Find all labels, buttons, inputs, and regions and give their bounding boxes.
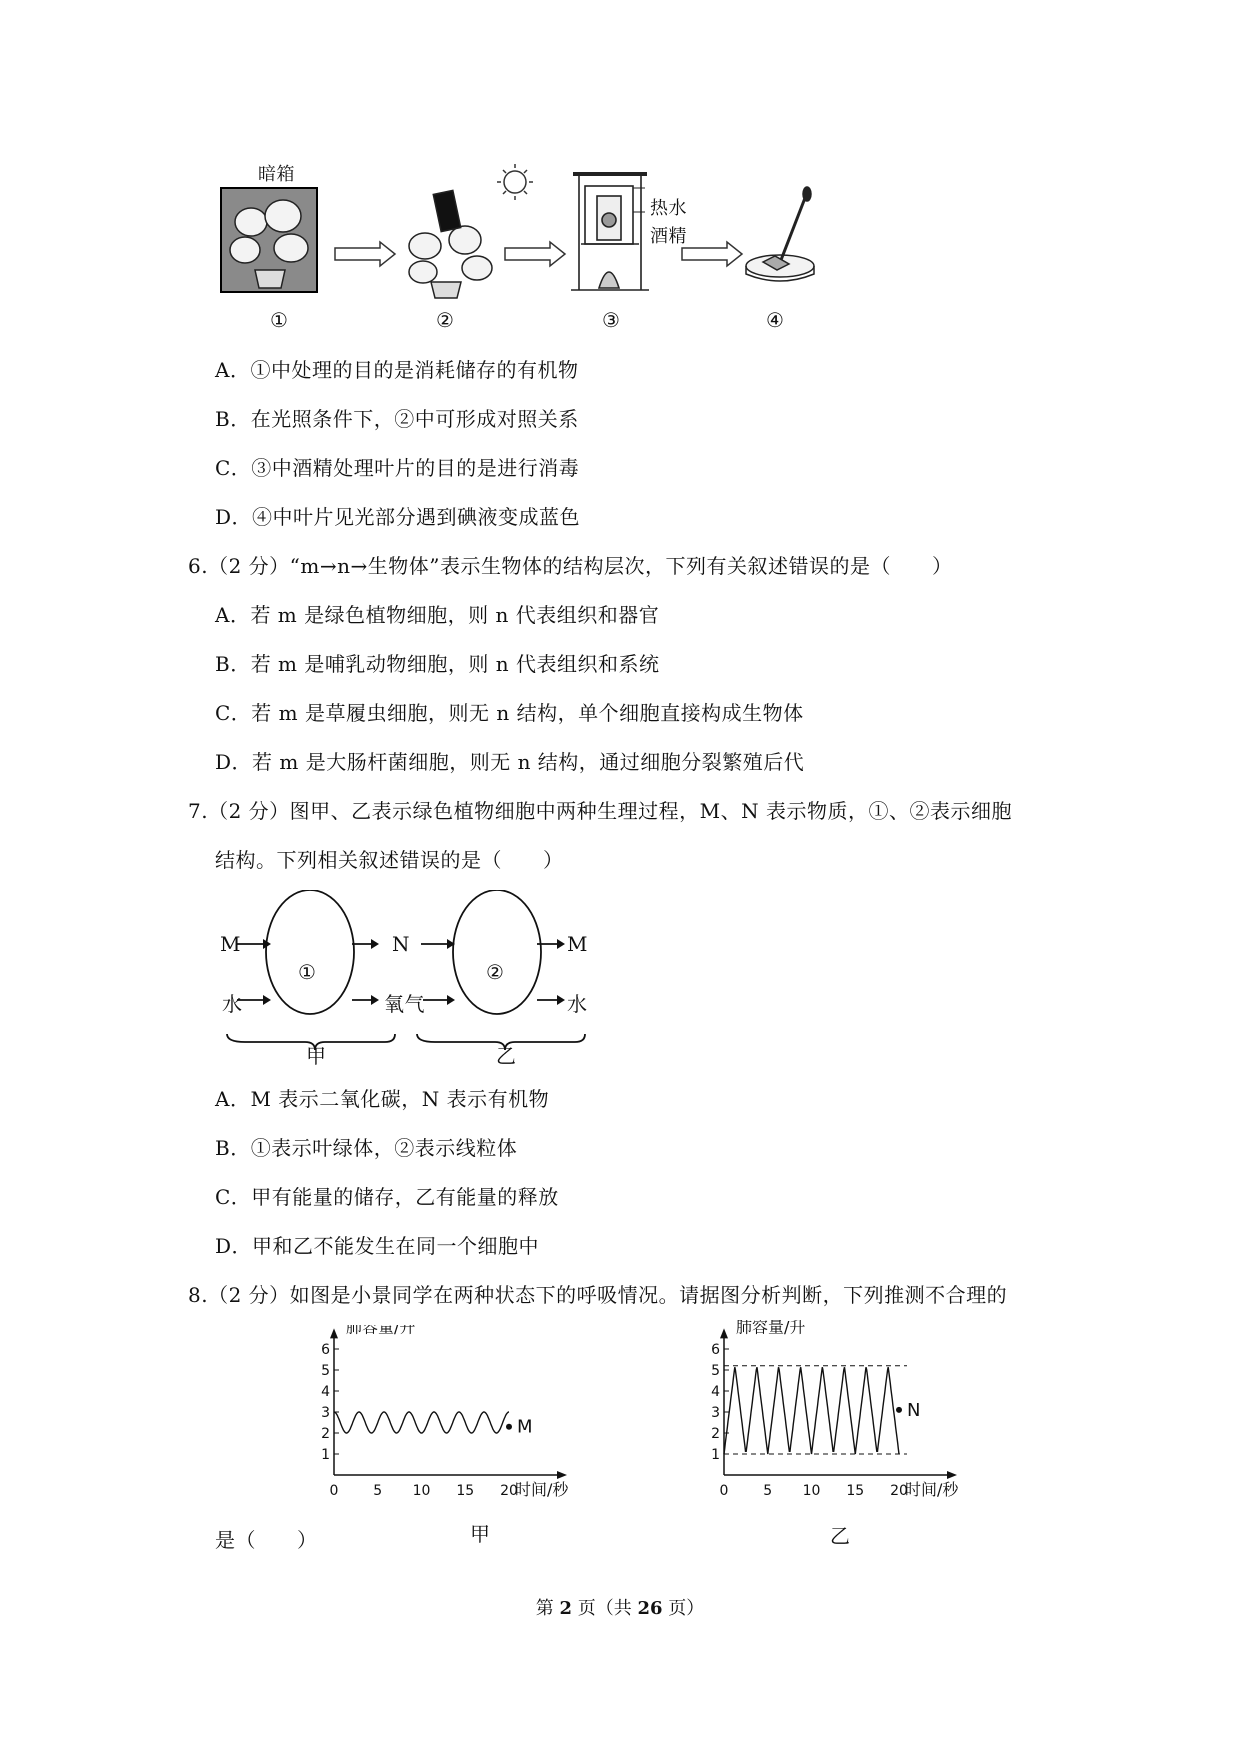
q6-option-c: C．若 m 是草履虫细胞，则无 n 结构，单个细胞直接构成生物体	[215, 701, 804, 725]
diagram-label-1: ①	[298, 960, 317, 984]
q7-stem-line2: 结构。下列相关叙述错误的是（ ）	[215, 848, 564, 872]
y-tick-label: 6	[711, 1342, 720, 1358]
y-tick-label: 3	[321, 1405, 330, 1421]
x-tick-label: 20	[890, 1483, 908, 1499]
q6-option-a: A．若 m 是绿色植物细胞，则 n 代表组织和器官	[215, 603, 660, 627]
step-label-1: ①	[270, 308, 289, 332]
y-tick-label: 4	[711, 1384, 720, 1400]
x-tick-label: 0	[719, 1483, 729, 1499]
diagram-caption-jia: 甲	[306, 1044, 327, 1068]
chart-yi	[710, 1320, 1030, 1505]
x-tick-label: 0	[329, 1483, 339, 1499]
y-axis-arrow	[720, 1328, 728, 1338]
q5-option-b: B．在光照条件下，②中可形成对照关系	[215, 407, 579, 431]
footer-suffix: 页）	[662, 1598, 705, 1619]
q6-option-b: B．若 m 是哺乳动物细胞，则 n 代表组织和系统	[215, 652, 660, 676]
step-label-3: ③	[602, 308, 621, 332]
dark-box-label: 暗箱	[258, 164, 295, 185]
series-point-label: N	[907, 1399, 921, 1421]
x-axis-label: 时间/秒	[515, 1480, 569, 1499]
mitochondrion-ellipse	[453, 890, 541, 1014]
chart-yi-caption: 乙	[830, 1524, 851, 1548]
x-tick-label: 20	[500, 1483, 518, 1499]
x-tick-label: 15	[456, 1483, 475, 1499]
q5-option-a: A．①中处理的目的是消耗储存的有机物	[215, 358, 579, 382]
x-tick-label: 5	[763, 1483, 773, 1499]
diagram-caption-yi: 乙	[496, 1044, 517, 1068]
x-tick-label: 15	[846, 1483, 865, 1499]
y-tick-label: 1	[711, 1447, 720, 1463]
alcohol-label: 酒精	[650, 226, 687, 247]
series-point-label: M	[517, 1416, 533, 1438]
q7-option-c: C．甲有能量的储存，乙有能量的释放	[215, 1185, 559, 1209]
step-label-4: ④	[766, 308, 785, 332]
water-bath-apparatus-icon	[571, 174, 649, 290]
breathing-curve	[724, 1367, 899, 1454]
y-axis-arrow	[330, 1328, 338, 1338]
footer-page-number: 2	[559, 1598, 572, 1619]
step-label-2: ②	[436, 308, 455, 332]
y-tick-label: 1	[321, 1447, 330, 1463]
q5-option-c: C．③中酒精处理叶片的目的是进行消毒	[215, 456, 580, 480]
breathing-curve	[334, 1412, 509, 1433]
chloroplast-ellipse	[266, 890, 354, 1014]
petri-dish-dropper-icon	[746, 187, 814, 281]
page-footer	[0, 1594, 1240, 1620]
series-point	[896, 1407, 902, 1413]
x-axis-label: 时间/秒	[905, 1480, 959, 1499]
x-axis-arrow	[557, 1471, 567, 1479]
q6-option-d: D．若 m 是大肠杆菌细胞，则无 n 结构，通过细胞分裂繁殖后代	[215, 750, 805, 774]
y-tick-label: 3	[711, 1405, 720, 1421]
sun-icon	[497, 164, 533, 200]
y-tick-label: 5	[711, 1363, 720, 1379]
chart-jia-caption: 甲	[470, 1522, 491, 1546]
y-tick-label: 2	[321, 1426, 330, 1442]
y-tick-label: 6	[321, 1342, 330, 1358]
footer-middle: 页（共	[572, 1598, 638, 1619]
hot-water-label: 热水	[650, 198, 687, 219]
q7-option-b: B．①表示叶绿体，②表示线粒体	[215, 1136, 518, 1160]
x-tick-label: 10	[802, 1483, 821, 1499]
diagram-label-2: ②	[486, 960, 505, 984]
diagram-label-n: N	[392, 932, 410, 956]
experiment-figure	[215, 160, 815, 340]
y-tick-label: 4	[321, 1384, 330, 1400]
footer-total-pages: 26	[637, 1598, 663, 1619]
diagram-label-water-in: 水	[222, 992, 243, 1016]
y-axis-label: 肺容量/升	[736, 1320, 806, 1337]
q6-stem: 6.（2 分）“m→n→生物体”表示生物体的结构层次，下列有关叙述错误的是（ ）	[188, 554, 953, 578]
q7-stem-line1: 7.（2 分）图甲、乙表示绿色植物细胞中两种生理过程，M、N 表示物质，①、②表示细胞	[188, 799, 1012, 823]
y-tick-label: 5	[321, 1363, 330, 1379]
covered-leaf-plant-icon	[409, 190, 492, 298]
x-axis-arrow	[947, 1471, 957, 1479]
chart-jia	[320, 1325, 640, 1505]
footer-prefix: 第	[535, 1598, 560, 1619]
diagram-label-m-out: M	[567, 932, 588, 956]
x-tick-label: 10	[412, 1483, 431, 1499]
diagram-label-oxygen: 氧气	[384, 992, 425, 1016]
q7-option-a: A．M 表示二氧化碳，N 表示有机物	[215, 1087, 550, 1111]
y-axis-label: 肺容量/升	[346, 1325, 416, 1337]
q5-option-d: D．④中叶片见光部分遇到碘液变成蓝色	[215, 505, 581, 529]
q8-stem: 8.（2 分）如图是小景同学在两种状态下的呼吸情况。请据图分析判断，下列推测不合理的	[188, 1283, 1008, 1307]
y-tick-label: 2	[711, 1426, 720, 1442]
diagram-label-water-out: 水	[567, 992, 588, 1016]
q8-stem-end: 是（ ）	[215, 1528, 318, 1552]
series-point	[506, 1424, 512, 1430]
diagram-label-m-in: M	[220, 932, 241, 956]
organelle-diagram	[215, 890, 605, 1070]
x-tick-label: 5	[373, 1483, 383, 1499]
q7-option-d: D．甲和乙不能发生在同一个细胞中	[215, 1234, 540, 1258]
